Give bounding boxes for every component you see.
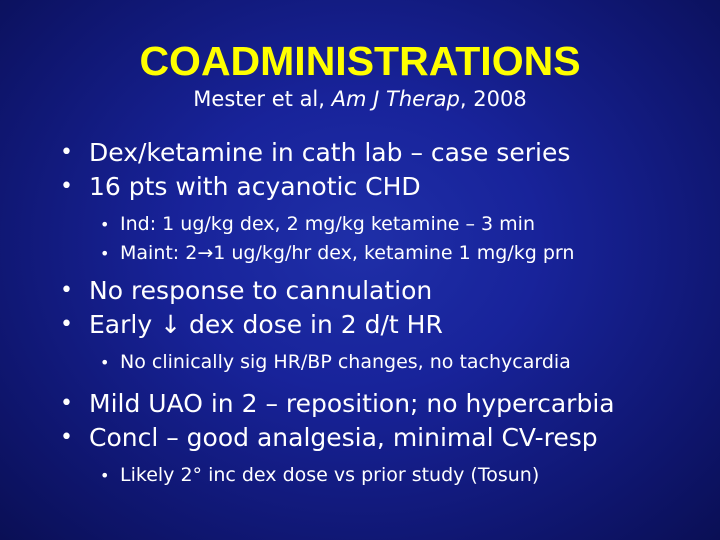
bullet-marker: •: [100, 466, 110, 485]
subtitle-year: , 2008: [459, 87, 527, 111]
bullet-text: Mild UAO in 2 – reposition; no hypercarbia: [89, 389, 615, 418]
bullet-item: [60, 421, 710, 455]
bullet-item: [60, 170, 710, 204]
slide-title: COADMINISTRATIONS: [139, 38, 581, 84]
bullet-item: [60, 308, 710, 342]
sub-bullet-item: [60, 461, 710, 490]
bullet-marker: •: [60, 174, 73, 199]
bullet-marker: •: [60, 140, 73, 165]
bullet-marker: •: [60, 278, 73, 303]
bullet-text: Dex/ketamine in cath lab – case series: [89, 138, 571, 167]
bullet-item: [60, 136, 710, 170]
bullet-text: No clinically sig HR/BP changes, no tachycardia: [120, 351, 571, 373]
bullet-marker: •: [60, 425, 73, 450]
subtitle-authors: Mester et al,: [193, 87, 332, 111]
slide-subtitle: [0, 87, 720, 111]
bullet-item: [60, 274, 710, 308]
sub-bullet-item: [60, 210, 710, 239]
bullet-marker: •: [100, 215, 110, 234]
bullet-text: Early ↓ dex dose in 2 d/t HR: [89, 310, 443, 339]
bullet-marker: •: [100, 353, 110, 372]
sub-bullet-item: [60, 239, 710, 268]
bullet-list: [60, 136, 710, 490]
bullet-text: 16 pts with acyanotic CHD: [89, 172, 421, 201]
bullet-marker: •: [100, 244, 110, 263]
bullet-marker: •: [60, 391, 73, 416]
bullet-text: Concl – good analgesia, minimal CV-resp: [89, 423, 598, 452]
bullet-text: Ind: 1 ug/kg dex, 2 mg/kg ketamine – 3 min: [120, 213, 535, 235]
subtitle-journal: Am J Therap: [331, 87, 460, 111]
sub-bullet-item: [60, 348, 710, 377]
bullet-marker: •: [60, 312, 73, 337]
bullet-item: [60, 387, 710, 421]
bullet-text: Likely 2° inc dex dose vs prior study (Tosun): [120, 464, 540, 486]
bullet-text: Maint: 2→1 ug/kg/hr dex, ketamine 1 mg/kg prn: [120, 242, 575, 264]
bullet-text: No response to cannulation: [89, 276, 433, 305]
